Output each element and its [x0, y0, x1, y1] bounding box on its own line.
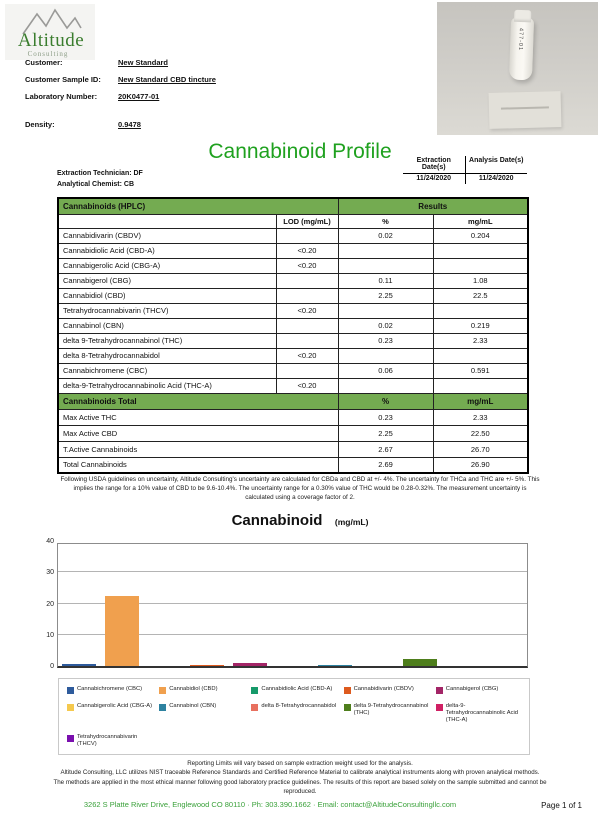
- legend-label: Cannabichromene (CBC): [77, 686, 143, 692]
- cell-lod: [276, 288, 338, 303]
- cell-name: T.Active Cannabinoids: [58, 441, 338, 457]
- legend-label: Cannabidiol (CBD): [169, 686, 218, 692]
- footer-disclaimer: [40, 759, 560, 796]
- cell-lod: [276, 333, 338, 348]
- cell-mgml: [433, 348, 528, 363]
- totals-row: [58, 425, 528, 441]
- cell-name: delta 8-Tetrahydrocannabidol: [58, 348, 276, 363]
- table-row: [58, 333, 528, 348]
- pct-column-header: %: [338, 214, 433, 228]
- bar-slot: [484, 544, 527, 666]
- bar-slot: [186, 544, 229, 666]
- cell-lod: <0.20: [276, 243, 338, 258]
- legend-item: [159, 703, 244, 711]
- footer-line-1: Reporting Limits will vary based on sample extraction weight used for the analysis.: [187, 760, 413, 767]
- section-header: Cannabinoids (HPLC): [58, 198, 338, 214]
- legend-item: [67, 703, 152, 711]
- table-section-header-row: [58, 198, 528, 214]
- table-row: [58, 228, 528, 243]
- totals-table-body: [58, 409, 528, 473]
- bar-Cannabidiol (CBD): [105, 596, 139, 666]
- cell-lod: [276, 273, 338, 288]
- vial-cap: [514, 10, 531, 23]
- y-axis-tick-40: 40: [46, 538, 54, 545]
- sample-photo: [437, 2, 598, 135]
- uncertainty-footnote: Following USDA guidelines on uncertainty, Altitude Consulting's uncertainty are calculated for CBDa and CBD at +/- 4%. The uncertainty for THCa and THC are +/- 5%. This implies the range for a 10% value of CBD to be 9.6-10.4%. The uncertainty range for a 0.30% value of THC would be 0.28-0.32%. The measurement uncertainty is calculated using a coverage factor of 2.: [60, 476, 540, 502]
- cell-name: Cannabidivarin (CBDV): [58, 228, 276, 243]
- bar-slot: [399, 544, 442, 666]
- cannabinoid-results-table: [57, 197, 529, 474]
- cell-pct: 0.23: [338, 409, 433, 425]
- legend-label: Cannabigerolic Acid (CBG-A): [77, 703, 153, 709]
- legend-swatch-icon: [436, 704, 443, 711]
- totals-header-row: [58, 393, 528, 409]
- totals-row: [58, 409, 528, 425]
- bars-container: [58, 544, 527, 666]
- legend-label: delta 9-Tetrahydrocannabinol (THC): [353, 703, 429, 717]
- logo-wordmark: Altitude: [17, 30, 85, 51]
- footer-line-2: Altitude Consulting, LLC utilizes NIST traceable Reference Standards and Certified Reference Material to calibrate analytical instruments along with proven analytical methods.: [60, 769, 540, 777]
- chart-title: [0, 512, 600, 530]
- cell-mgml: [433, 258, 528, 273]
- table-row: [58, 273, 528, 288]
- legend-item: [436, 686, 521, 694]
- cell-mgml: 22.50: [433, 425, 528, 441]
- density-row: [25, 120, 141, 129]
- cell-mgml: 0.219: [433, 318, 528, 333]
- cell-pct: 2.25: [338, 425, 433, 441]
- table-row: [58, 363, 528, 378]
- analysis-date-header: Analysis Date(s): [469, 157, 524, 164]
- cell-pct: 2.67: [338, 441, 433, 457]
- cell-name: delta 9-Tetrahydrocannabinol (THC): [58, 333, 276, 348]
- bar-Cannabichromene (CBC): [62, 664, 96, 666]
- legend-swatch-icon: [67, 687, 74, 694]
- bar-slot: [314, 544, 357, 666]
- bar-delta 9-Tetrahydrocannabinol (THC): [403, 659, 437, 666]
- table-row: [58, 243, 528, 258]
- cell-lod: <0.20: [276, 378, 338, 393]
- legend-swatch-icon: [159, 704, 166, 711]
- bar-slot: [101, 544, 144, 666]
- cell-lod: <0.20: [276, 303, 338, 318]
- cell-lod: [276, 228, 338, 243]
- bar-Cannabinol (CBN): [318, 665, 352, 666]
- results-header: Results: [338, 198, 528, 214]
- table-row: [58, 303, 528, 318]
- cell-name: Cannabinol (CBN): [58, 318, 276, 333]
- analytical-chemist: Analytical Chemist: CB: [57, 180, 135, 188]
- company-logo: [5, 4, 95, 60]
- cell-name: delta-9-Tetrahydrocannabinolic Acid (THC-A): [58, 378, 276, 393]
- cell-pct: 0.11: [338, 273, 433, 288]
- bar-slot: [143, 544, 186, 666]
- totals-section-header: Cannabinoids Total: [58, 393, 338, 409]
- cell-mgml: 0.591: [433, 363, 528, 378]
- legend-label: Cannabinol (CBN): [169, 703, 217, 709]
- card-text-line: [501, 106, 549, 109]
- cell-mgml: 2.33: [433, 409, 528, 425]
- cell-name: Max Active THC: [58, 409, 338, 425]
- chart-plot-area: [46, 538, 528, 670]
- customer-value: New Standard: [118, 58, 169, 67]
- lab-number-label: Laboratory Number:: [25, 92, 98, 101]
- cell-lod: <0.20: [276, 348, 338, 363]
- customer-row: [25, 58, 169, 67]
- table-row: [58, 348, 528, 363]
- lab-number-row: [25, 92, 160, 101]
- cell-lod: <0.20: [276, 258, 338, 273]
- y-axis-tick-20: 20: [46, 600, 54, 608]
- cell-pct: 0.23: [338, 333, 433, 348]
- bar-Cannabidivarin (CBDV): [190, 665, 224, 666]
- cell-mgml: 0.204: [433, 228, 528, 243]
- legend-label: Cannabidivarin (CBDV): [353, 686, 414, 692]
- density-label: Density:: [25, 120, 55, 129]
- bar-slot: [229, 544, 272, 666]
- chart-legend: [58, 678, 530, 755]
- legend-swatch-icon: [251, 687, 258, 694]
- extraction-technician: Extraction Technician: DF: [57, 170, 143, 177]
- bar-slot: [442, 544, 485, 666]
- legend-label: Cannabigerol (CBG): [445, 686, 499, 692]
- cell-lod: [276, 363, 338, 378]
- legend-swatch-icon: [67, 735, 74, 742]
- cell-name: Cannabidiolic Acid (CBD-A): [58, 243, 276, 258]
- cell-pct: 2.25: [338, 288, 433, 303]
- cell-pct: [338, 243, 433, 258]
- cell-pct: 0.02: [338, 228, 433, 243]
- cell-pct: 0.06: [338, 363, 433, 378]
- cell-name: Cannabidiol (CBD): [58, 288, 276, 303]
- dates-table: [403, 156, 527, 184]
- cell-name: Tetrahydrocannabivarin (THCV): [58, 303, 276, 318]
- table-row: [58, 288, 528, 303]
- cell-pct: [338, 378, 433, 393]
- cell-name: Cannabigerol (CBG): [58, 273, 276, 288]
- sample-id-label: Customer Sample ID:: [25, 75, 101, 84]
- legend-label: delta 8-Tetrahydrocannabidol: [261, 703, 337, 709]
- customer-label: Customer:: [25, 58, 63, 67]
- vial-label: 477-01: [516, 27, 524, 52]
- footer-line-3: The methods are applied in the most ethical manner following good laboratory practice guidelines. The results of this report are based solely on the sample submitted and cannot be reproduced.: [53, 778, 547, 795]
- legend-swatch-icon: [436, 687, 443, 694]
- sample-card: [489, 91, 562, 129]
- legend-swatch-icon: [344, 704, 351, 711]
- chart-title-text: Cannabinoid: [231, 512, 323, 529]
- table-column-header-row: [58, 214, 528, 228]
- personnel-block: [57, 169, 143, 190]
- legend-label: Cannabidiolic Acid (CBD-A): [261, 686, 333, 692]
- y-axis-tick-0: 0: [50, 663, 54, 670]
- totals-row: [58, 457, 528, 473]
- bar-slot: [271, 544, 314, 666]
- legend-swatch-icon: [344, 687, 351, 694]
- empty-header-cell: [58, 214, 276, 228]
- bar-slot: [356, 544, 399, 666]
- cell-mgml: [433, 243, 528, 258]
- legend-item: [251, 703, 336, 711]
- cell-mgml: [433, 378, 528, 393]
- sample-id-row: [25, 75, 216, 84]
- cell-mgml: 26.90: [433, 457, 528, 473]
- legend-item: [251, 686, 336, 694]
- logo-subtitle: Consulting: [27, 50, 69, 58]
- cell-mgml: 22.5: [433, 288, 528, 303]
- cell-name: Max Active CBD: [58, 425, 338, 441]
- cell-lod: [276, 318, 338, 333]
- legend-item: [436, 703, 521, 725]
- legend-item: [344, 686, 429, 694]
- totals-row: [58, 441, 528, 457]
- cell-pct: [338, 258, 433, 273]
- chart-unit-label: (mg/mL): [334, 517, 369, 527]
- y-axis-tick-30: 30: [46, 569, 54, 577]
- legend-item: [67, 734, 152, 748]
- page-number: Page 1 of 1: [541, 801, 582, 810]
- cell-name: Total Cannabinoids: [58, 457, 338, 473]
- y-axis-tick-10: 10: [46, 631, 54, 639]
- sample-vial: [509, 18, 534, 81]
- extraction-date-value: 11/24/2020: [403, 174, 466, 184]
- cannabinoid-table-body: [58, 228, 528, 393]
- legend-item: [159, 686, 244, 694]
- legend-swatch-icon: [159, 687, 166, 694]
- legend-item: [344, 703, 429, 717]
- density-value: 0.9478: [118, 120, 141, 129]
- cell-name: Cannabichromene (CBC): [58, 363, 276, 378]
- legend-label: Tetrahydrocannabivarin (THCV): [77, 733, 138, 747]
- bar-Cannabigerol (CBG): [233, 663, 267, 666]
- cell-mgml: 2.33: [433, 333, 528, 348]
- bar-slot: [58, 544, 101, 666]
- table-row: [58, 258, 528, 273]
- totals-pct-header: %: [338, 393, 433, 409]
- legend-swatch-icon: [67, 704, 74, 711]
- table-row: [58, 318, 528, 333]
- legend-swatch-icon: [251, 704, 258, 711]
- page-title: Cannabinoid Profile: [208, 140, 392, 163]
- legend-label: delta-9-Tetrahydrocannabinolic Acid (THC-A): [445, 703, 518, 724]
- lab-number-value: 20K0477-01: [118, 92, 160, 101]
- extraction-date-header: Extraction Date(s): [403, 156, 466, 173]
- cell-name: Cannabigerolic Acid (CBG-A): [58, 258, 276, 273]
- table-row: [58, 378, 528, 393]
- cell-mgml: [433, 303, 528, 318]
- cell-mgml: 1.08: [433, 273, 528, 288]
- lab-address: 3262 S Platte River Drive, Englewood CO 80110 · Ph: 303.390.1662 · Email: contact@AltitudeConsultingllc.com: [83, 800, 457, 809]
- sample-id-value: New Standard CBD tincture: [118, 75, 216, 84]
- cell-pct: [338, 303, 433, 318]
- analysis-date-value: 11/24/2020: [478, 175, 514, 182]
- cell-pct: [338, 348, 433, 363]
- legend-item: [67, 686, 152, 694]
- cell-mgml: 26.70: [433, 441, 528, 457]
- cell-pct: 0.02: [338, 318, 433, 333]
- cell-pct: 2.69: [338, 457, 433, 473]
- totals-mgml-header: mg/mL: [433, 393, 528, 409]
- mgml-column-header: mg/mL: [433, 214, 528, 228]
- lod-column-header: LOD (mg/mL): [276, 214, 338, 228]
